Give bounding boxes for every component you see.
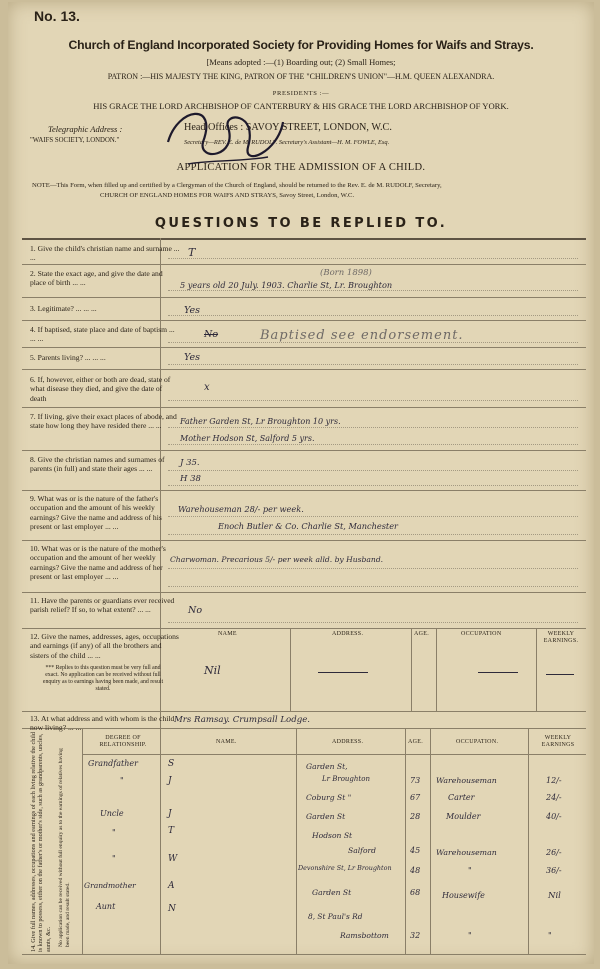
q14-r7-relationship: " (112, 854, 116, 863)
q14-r9-age: 68 (410, 888, 421, 897)
secretary-line: Secretary—REV. E. de M. RUDOLF. Secretary's Assistant—H. M. FOWLE, Esq. (184, 139, 390, 146)
q12-col-age: AGE. (414, 631, 430, 637)
q14-r2-relationship: " (120, 776, 124, 785)
q14-r3-address: Coburg St " (306, 793, 352, 802)
q14-side-question: 14. Give full names, addresses, occupations and earnings of each living relative the child is known to possess, either on the father's or mother's side, such as grandparents, uncles, aunts, &c. (30, 732, 52, 952)
q12-col-earnings: WEEKLY EARNINGS. (543, 631, 579, 644)
q14-r2-address: Lr Broughton (322, 775, 370, 783)
answer-5: Yes (184, 352, 200, 363)
q14-col-name: NAME. (216, 739, 237, 745)
q14-r6-age: 45 (410, 846, 421, 855)
row-separator (22, 450, 586, 451)
answer-line (168, 568, 578, 569)
q14-r5-relationship: " (112, 828, 116, 837)
answer-8-father: J 35. (180, 458, 200, 468)
means-adopted: [Means adopted :—(1) Boarding out; (2) Small Homes; (206, 57, 396, 67)
q14-divider (160, 729, 161, 954)
q14-r8-name: A (168, 881, 175, 891)
form-number: No. 13. (34, 8, 80, 24)
answer-line (168, 444, 578, 445)
row-separator (22, 628, 586, 629)
q14-r1-relationship: Grandfather (88, 759, 138, 768)
q14-r9-relationship: Aunt (96, 902, 116, 911)
q14-r7-name: W (168, 854, 178, 864)
q14-r6-occupation: Warehouseman (436, 848, 497, 857)
q14-r11-occupation: " (468, 931, 472, 940)
application-form (8, 2, 594, 964)
q14-r11-age: 32 (410, 931, 421, 940)
q14-r4-relationship: Uncle (100, 809, 124, 818)
table-top-rule (22, 238, 586, 240)
q14-r4-earnings: 40/- (546, 812, 562, 821)
answer-line (168, 290, 578, 291)
answer-3: Yes (184, 305, 200, 316)
q14-divider (405, 729, 406, 954)
q14-r10-address: 8, St Paul's Rd (308, 912, 363, 921)
answer-11: No (188, 605, 203, 616)
q14-r2-age: 73 (410, 776, 421, 785)
q12-col-name: NAME (218, 631, 237, 637)
answer-9-occupation: Warehouseman 28/- per week. (178, 504, 304, 514)
answer-line (168, 427, 578, 428)
questions-heading: QUESTIONS TO BE REPLIED TO. (154, 216, 448, 231)
q14-side-note: No application can be received without full enquiry as to the earnings of relatives having been made, and result stated. (58, 748, 72, 947)
q14-bottom-rule (22, 954, 586, 955)
q12-divider (411, 629, 412, 711)
q14-r2-earnings: 12/- (546, 776, 562, 785)
q14-divider (528, 729, 529, 954)
q14-col-relationship: DEGREE OF RELATIONSHIP. (99, 735, 147, 748)
question-13: 13. At what address and with whom is the child now living? ... ... (30, 714, 175, 733)
q14-divider (82, 729, 83, 954)
q12-dash (546, 674, 574, 675)
q14-r6-earnings: 26/- (546, 848, 562, 857)
answer-6: x (204, 382, 210, 393)
copy-signature-mark (158, 102, 298, 172)
question-7: 7. If living, give their exact places of abode, and state how long they have resided there ... ... (30, 412, 177, 431)
answer-line (168, 586, 578, 587)
question-5: 5. Parents living? ... ... ... (30, 353, 106, 362)
q14-r8-relationship: Grandmother (84, 881, 136, 890)
row-separator (22, 320, 586, 321)
q14-col-earnings: WEEKLY EARNINGS (541, 735, 575, 748)
head-offices: Head Offices : SAVOY STREET, LONDON, W.C. (184, 122, 392, 133)
answer-line (168, 364, 578, 365)
answer-1: T (188, 246, 196, 259)
q14-divider (296, 729, 297, 954)
q14-r2-occupation: Warehouseman (436, 776, 497, 785)
q12-dash (318, 672, 368, 673)
q14-r3-earnings: 24/- (546, 793, 562, 802)
telegraphic-value: "WAIFS SOCIETY, LONDON." (30, 137, 120, 144)
answer-line (168, 258, 578, 259)
q12-divider (290, 629, 291, 711)
q14-r11-address: Ramsbottom (340, 931, 389, 940)
question-4: 4. If baptised, state place and date of baptism ... ... ... (30, 325, 175, 344)
q14-col-age: AGE. (408, 739, 424, 745)
answer-line (168, 516, 578, 517)
q14-r7-address: Devonshire St, Lr Broughton (298, 864, 392, 872)
answer-line (168, 485, 578, 486)
row-separator (22, 540, 586, 541)
q14-r9-occupation: Housewife (442, 891, 485, 900)
answer-line (168, 470, 578, 471)
answer-8-mother: H 38 (180, 474, 201, 484)
q12-dash (478, 672, 518, 673)
answer-13: Mrs Ramsay. Crumpsall Lodge. (174, 715, 311, 725)
q14-r3-occupation: Carter (448, 793, 475, 802)
q14-r6-address: Salford (348, 846, 377, 855)
q14-header-rule (82, 754, 586, 755)
q14-r4-name: J (168, 809, 172, 819)
note-line-1: NOTE—This Form, when filled up and certified by a Clergyman of the Church of England, should be returned to the Rev. E. de M. RUDOLF, Secretary, (32, 182, 442, 189)
q12-col-address: ADDRESS. (332, 631, 364, 637)
question-1: 1. Give the child's christian name and surname ... ... (30, 244, 180, 263)
answer-7-father: Father Garden St, Lr Broughton 10 yrs. (180, 417, 341, 426)
note-line-2: CHURCH OF ENGLAND HOMES FOR WAIFS AND STRAYS, Savoy Street, London, W.C. (100, 192, 355, 199)
row-separator (22, 369, 586, 370)
row-separator (22, 264, 586, 265)
question-11: 11. Have the parents or guardians ever received parish relief? If so, to what extent? ... ... (30, 596, 175, 615)
q14-r5-address: Hodson St (312, 831, 353, 840)
answer-2-note: (Born 1898) (320, 268, 372, 278)
answer-4-note: Baptised see endorsement. (260, 328, 464, 343)
question-8: 8. Give the christian names and surnames of parents (in full) and state their ages ... ... (30, 455, 165, 474)
question-2: 2. State the exact age, and give the date and place of birth ... ... (30, 269, 163, 288)
q14-r9-address: Garden St (312, 888, 352, 897)
q14-r9-earnings: Nil (548, 891, 561, 901)
q14-r7-earnings: 36/- (546, 866, 562, 875)
question-12-note: *** Replies to this question must be very full and exact. No application can be received without full enquiry as to earnings having been made, and result stated. (42, 665, 164, 692)
row-separator (22, 592, 586, 593)
q14-r3-age: 67 (410, 793, 421, 802)
answer-line (168, 622, 578, 623)
answer-line (168, 315, 578, 316)
question-10: 10. What was or is the nature of the mother's occupation and the amount of her weekly earnings? Give the name and address of her present or last employer ... ... (30, 544, 166, 582)
row-separator (22, 490, 586, 491)
q14-r1-name: S (168, 759, 175, 769)
q12-divider (436, 629, 437, 711)
q14-r4-age: 28 (410, 812, 421, 821)
answer-10: Charwoman. Precarious 5/- per week alld. by Husband. (170, 555, 384, 564)
q14-r7-occupation: " (468, 866, 472, 875)
q14-r5-name: T (168, 826, 175, 836)
patrons-line: PATRON :—HIS MAJESTY THE KING, PATRON OF THE "CHILDREN'S UNION"—H.M. QUEEN ALEXANDRA. (107, 72, 495, 81)
q12-divider (536, 629, 537, 711)
row-separator (22, 297, 586, 298)
answer-line (168, 400, 578, 401)
answer-12: Nil (204, 664, 221, 677)
row-separator (22, 347, 586, 348)
application-title: APPLICATION FOR THE ADMISSION OF A CHILD. (176, 162, 426, 173)
row-separator (22, 711, 586, 712)
row-separator (22, 407, 586, 408)
q14-r11-earnings: " (548, 931, 552, 940)
q14-divider (430, 729, 431, 954)
answer-7-mother: Mother Hodson St, Salford 5 yrs. (180, 434, 315, 443)
q14-r2-name: J (168, 776, 172, 786)
answer-4: No (204, 329, 219, 340)
telegraphic-label: Telegraphic Address : (48, 124, 123, 134)
q14-r9-name: N (168, 904, 176, 914)
answer-9-employer: Enoch Butler & Co. Charlie St, Manchester (218, 521, 398, 531)
society-title: Church of England Incorporated Society for Providing Homes for Waifs and Strays. (68, 38, 534, 52)
q14-col-occupation: OCCUPATION. (456, 739, 499, 745)
question-9: 9. What was or is the nature of the father's occupation and the amount of his weekly earnings? Give the name and address of his present or last employer ... ... (30, 494, 162, 532)
q14-r7-age: 48 (410, 866, 421, 875)
presidents-label: PRESIDENTS :— (272, 90, 330, 97)
answer-2: 5 years old 20 July. 1903. Charlie St, Lr. Broughton (180, 280, 393, 290)
question-12: 12. Give the names, addresses, ages, occupations and earnings (if any) of all the brothers and sisters of the child ... ... (30, 632, 179, 660)
q14-r4-occupation: Moulder (446, 812, 481, 821)
presidents-line: HIS GRACE THE LORD ARCHBISHOP OF CANTERBURY & HIS GRACE THE LORD ARCHBISHOP OF YORK. (93, 101, 509, 111)
q14-r4-address: Garden St (306, 812, 346, 821)
answer-line (168, 534, 578, 535)
question-3: 3. Legitimate? ... ... ... (30, 304, 97, 313)
q14-r1-address: Garden St, (306, 762, 348, 771)
question-6: 6. If, however, either or both are dead, state of what disease they died, and give the date of death (30, 375, 171, 403)
q12-col-occupation: OCCUPATION (461, 631, 502, 637)
q14-col-address: ADDRESS. (332, 739, 364, 745)
